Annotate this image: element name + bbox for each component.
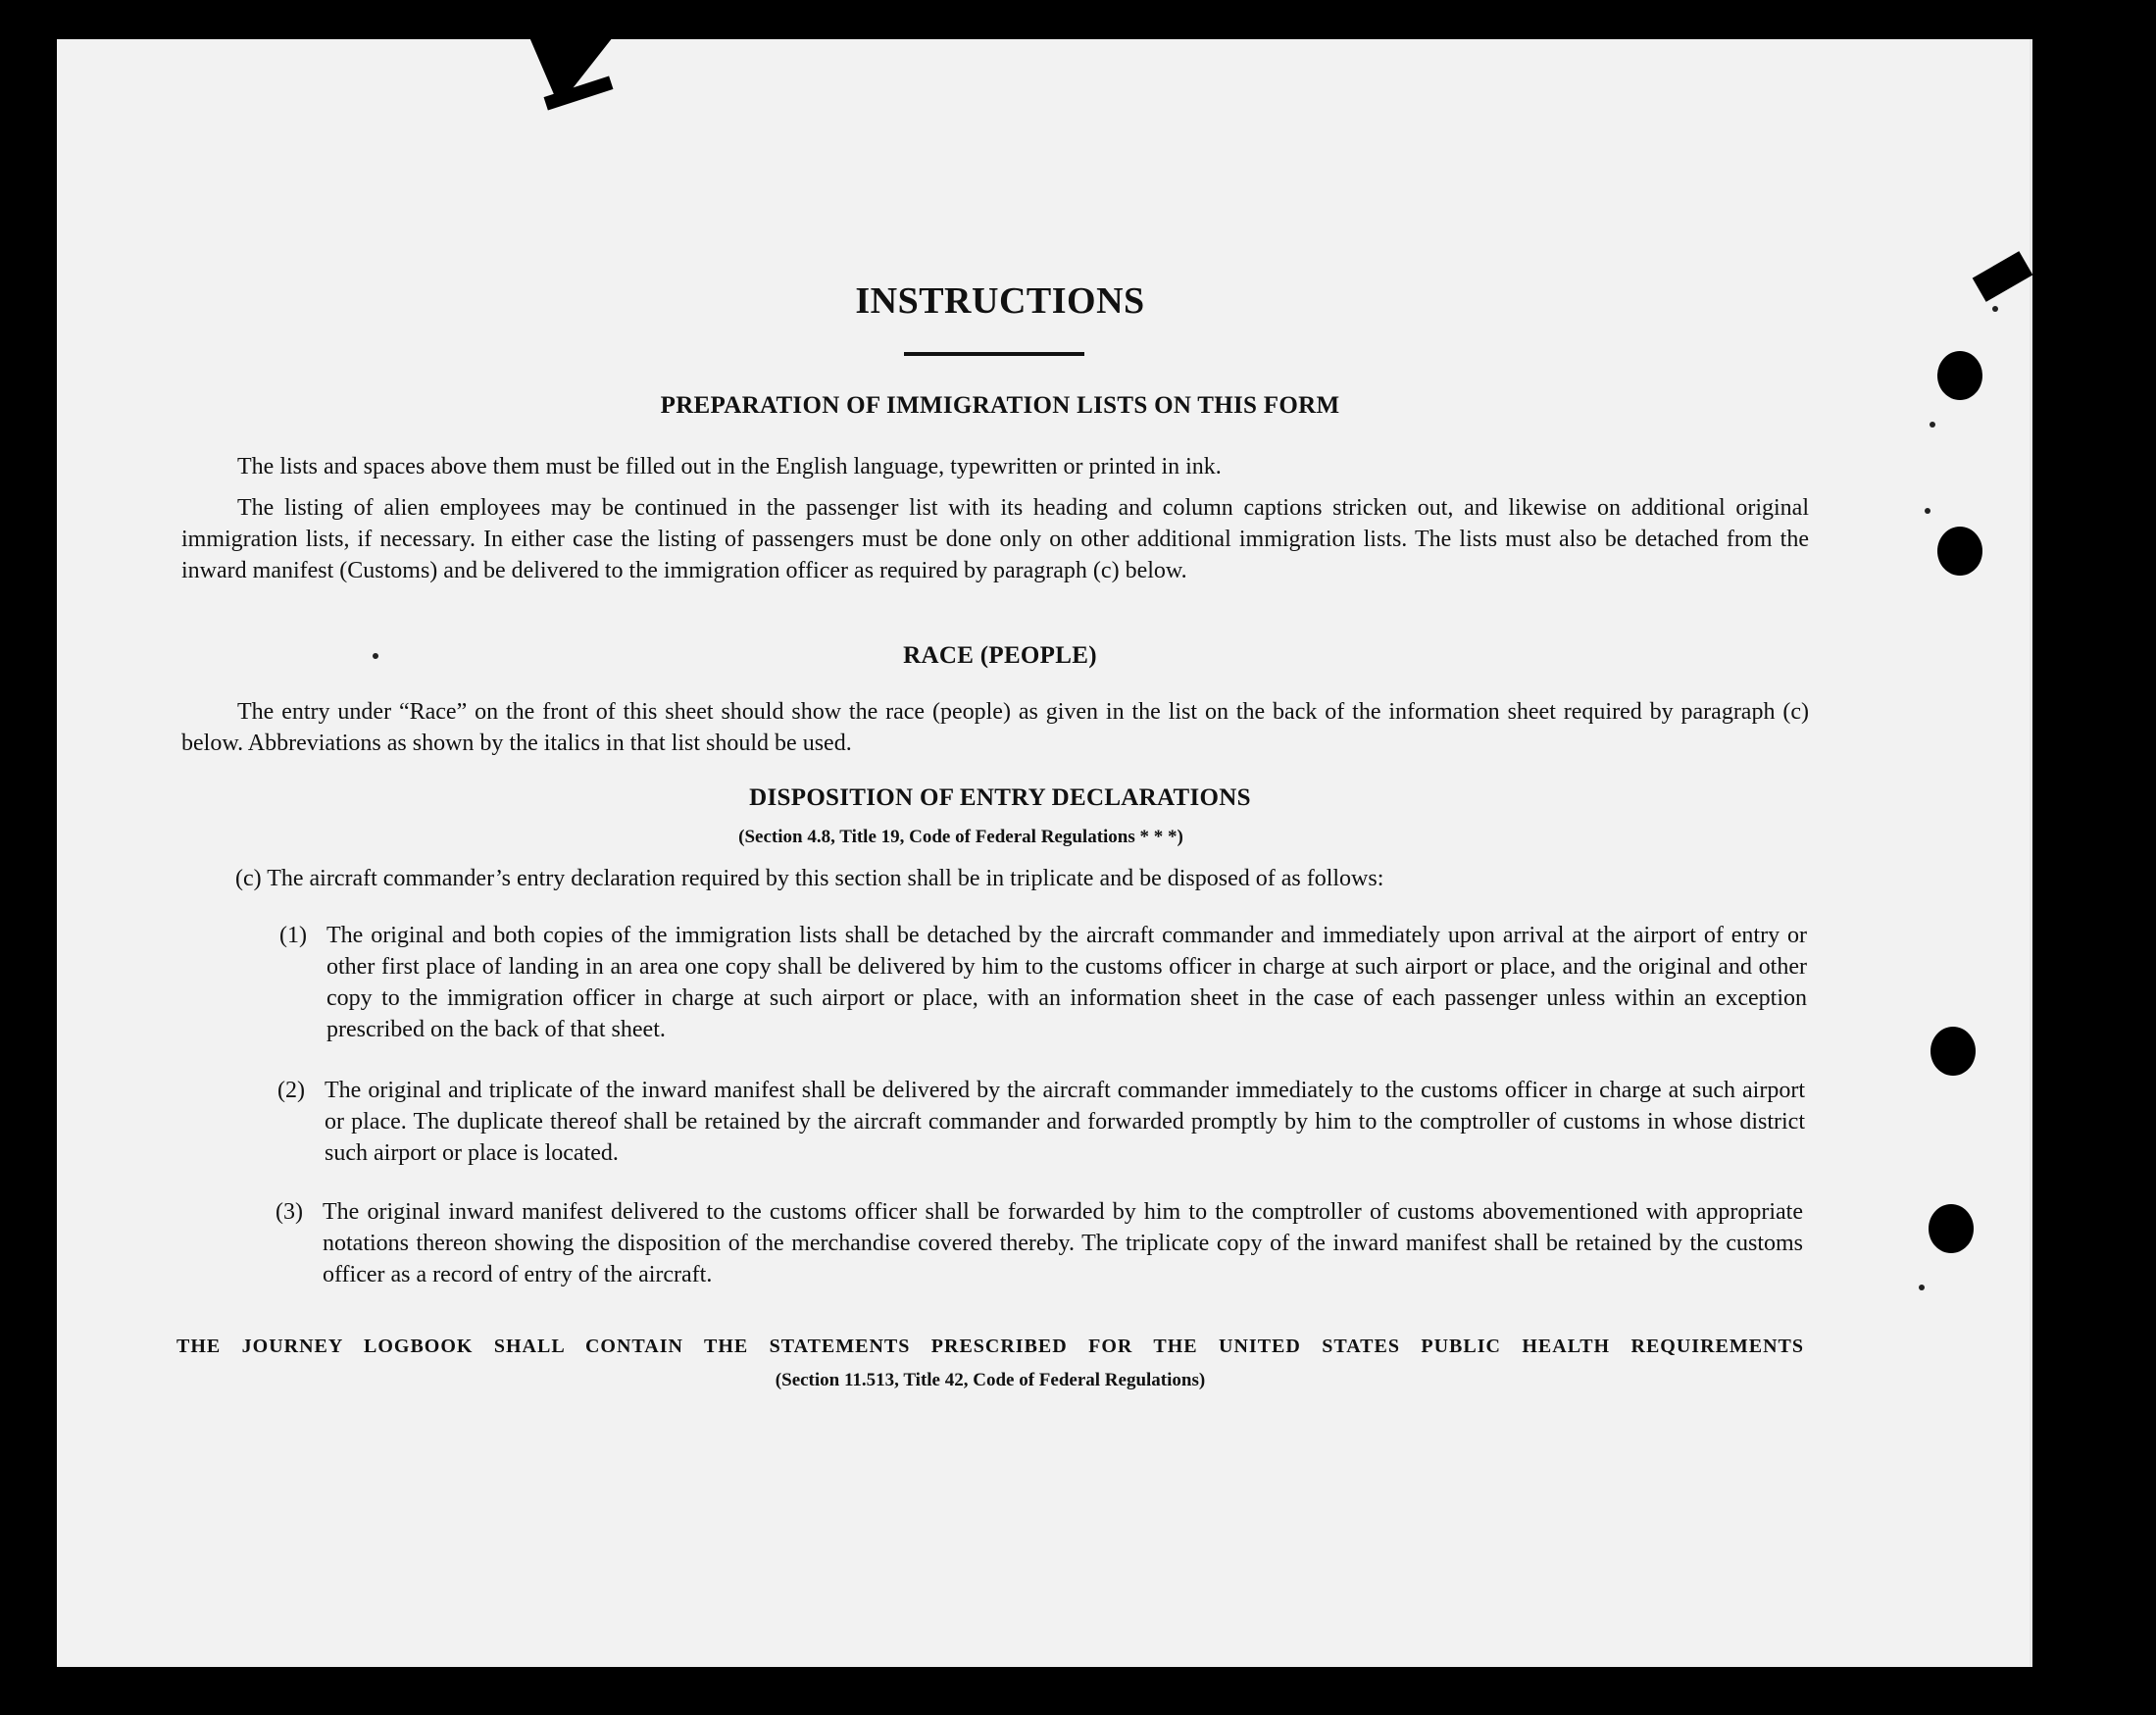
citation-disposition: (Section 4.8, Title 19, Code of Federal Regulations * * *) (738, 827, 1183, 847)
punch-hole (1929, 1204, 1974, 1253)
list-item-text: The original inward manifest delivered to the customs officer shall be forwarded by him to the comptroller of customs abovementioned with appropriate notations thereon showing the disposition of the merchandise covered thereby. The triplicate copy of the inward manifest shall be retained by the customs officer as a record of entry of the aircraft. (323, 1199, 1803, 1287)
section-heading-race: RACE (PEOPLE) (903, 642, 1097, 669)
paragraph-preparation-1: The lists and spaces above them must be filled out in the English language, typewritten or printed in ink. (237, 454, 1222, 479)
speck (1919, 1285, 1925, 1290)
list-item-text: The original and both copies of the immigration lists shall be detached by the aircraft commander and immediately upon arrival at the airport of entry or other first place of landing in an area one copy shall be delivered by him to the customs officer in charge at such airport or place, and the original and other copy to the immigration officer in charge at such airport or place, with an information sheet in the case of each passenger unless within an exception prescribed on the back of that sheet. (326, 923, 1807, 1042)
footer-citation: (Section 11.513, Title 42, Code of Federal Regulations) (775, 1370, 1206, 1390)
speck (1925, 508, 1930, 514)
list-item-number: (2) (277, 1078, 305, 1103)
paragraph-disposition-intro: (c) The aircraft commander’s entry declaration required by this section shall be in triplicate and be disposed of as follows: (235, 866, 1384, 891)
section-heading-preparation: PREPARATION OF IMMIGRATION LISTS ON THIS FORM (660, 392, 1340, 419)
paragraph-race: The entry under “Race” on the front of this sheet should show the race (people) as given in the list on the back of the information sheet required by paragraph (c) below. Abbreviations as shown by the italics in that list should be used. (181, 699, 1809, 756)
page-title: INSTRUCTIONS (855, 280, 1145, 322)
speck (1930, 422, 1935, 428)
section-heading-disposition: DISPOSITION OF ENTRY DECLARATIONS (749, 784, 1251, 811)
list-item-number: (3) (276, 1199, 303, 1225)
title-underline (904, 352, 1084, 356)
list-item-text: The original and triplicate of the inward manifest shall be delivered by the aircraft commander immediately to the customs officer in charge at such airport or place. The duplicate thereof shall be retained by the aircraft commander and forwarded promptly by him to the comptroller of customs in whose district such airport or place is located. (325, 1078, 1805, 1166)
punch-hole (1937, 527, 1982, 576)
paragraph-preparation-2: The listing of alien employees may be continued in the passenger list with its heading and column captions stricken out, and likewise on additional original immigration lists, if necessary. In either case the listing of passengers must be done only on other additional immigration lists. The lists must also be detached from the inward manifest (Customs) and be delivered to the immigration officer as required by paragraph (c) below. (181, 495, 1809, 583)
list-item-number: (1) (279, 923, 307, 948)
punch-hole (1930, 1027, 1976, 1076)
footer-statement: THE JOURNEY LOGBOOK SHALL CONTAIN THE STATEMENTS PRESCRIBED FOR THE UNITED STATES PUBLIC HEALTH REQUIREMENTS (176, 1336, 1804, 1357)
